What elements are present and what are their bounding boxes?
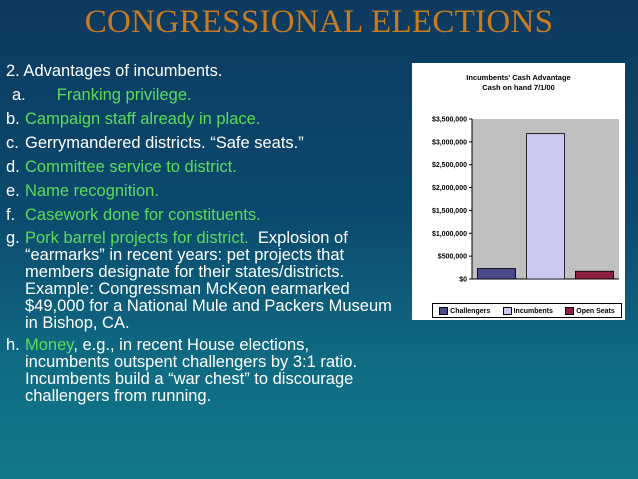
list-item-a (6, 86, 416, 106)
bar-open-seats (575, 271, 613, 279)
item-label: a. (12, 86, 26, 104)
item-text: Gerrymandered districts. “Safe seats.” (25, 134, 304, 152)
item-line: “earmarks” in recent years: pet projects that (25, 246, 345, 264)
slide-title: CONGRESSIONAL ELECTIONS (84, 4, 554, 40)
item-line: members designate for their states/districts. (25, 263, 345, 281)
item-label: b. (6, 110, 20, 128)
list-item-e (6, 182, 416, 202)
chart-title: Incumbents' Cash Advantage (466, 73, 571, 82)
list-item-c (6, 134, 416, 154)
item-line: challengers from running. (25, 386, 212, 405)
list-intro: 2. Advantages of incumbents. (6, 62, 223, 80)
advantages-list (6, 62, 416, 409)
legend-entry-incumbents (503, 307, 553, 315)
item-green: Campaign staff already in place. (25, 110, 261, 128)
list-item-b (6, 110, 416, 130)
list-item-g (6, 230, 416, 332)
item-line: in Bishop, CA. (25, 314, 130, 332)
y-tick-label: $0 (459, 276, 467, 284)
item-green: Committee service to district. (25, 158, 237, 176)
chart-legend (432, 303, 622, 318)
bar-challengers (477, 268, 515, 279)
list-item-f (6, 206, 416, 226)
legend-label: Challengers (450, 307, 491, 315)
legend-swatch (503, 307, 512, 315)
legend-label: Open Seats (576, 307, 615, 315)
item-label: f. (6, 206, 16, 224)
item-green: Franking privilege. (56, 86, 192, 104)
list-item-h (6, 337, 416, 405)
legend-entry-challengers (439, 307, 490, 315)
item-label: c. (6, 134, 19, 152)
y-tick-label: $1,000,000 (431, 230, 467, 238)
item-line: $49,000 for a National Mule and Packers Museum (25, 297, 392, 315)
y-tick-label: $1,500,000 (431, 207, 467, 215)
item-label: h. (6, 335, 20, 354)
bar-incumbents (526, 134, 564, 279)
y-tick-label: $2,500,000 (431, 162, 467, 170)
item-green: Name recognition. (25, 182, 159, 200)
chart-plot (412, 63, 625, 320)
item-text: , e.g., in recent House elections, (73, 335, 310, 354)
legend-swatch (439, 307, 448, 315)
item-line: Incumbents build a “war chest” to discourage (25, 369, 354, 388)
y-tick-label: $2,000,000 (431, 185, 467, 193)
item-line: Example: Congressman McKeon earmarked (25, 280, 350, 298)
item-label: d. (6, 158, 20, 176)
y-tick-label: $3,500,000 (431, 116, 467, 124)
item-green: Pork barrel projects for district. (25, 229, 249, 247)
legend-swatch (565, 307, 574, 315)
item-line: incumbents outspent challengers by 3:1 ratio. (25, 352, 358, 371)
cash-advantage-chart (412, 63, 625, 320)
chart-subtitle: Cash on hand 7/1/00 (482, 83, 555, 92)
legend-entry-open-seats (565, 307, 615, 315)
item-label: g. (6, 229, 20, 247)
y-tick-label: $3,000,000 (431, 139, 467, 147)
item-green: Casework done for constituents. (25, 206, 261, 224)
list-item-d (6, 158, 416, 178)
item-text: Explosion of (248, 229, 348, 247)
item-label: e. (6, 182, 20, 200)
legend-label: Incumbents (513, 307, 553, 315)
item-green: Money (25, 335, 74, 354)
y-tick-label: $500,000 (437, 253, 467, 261)
